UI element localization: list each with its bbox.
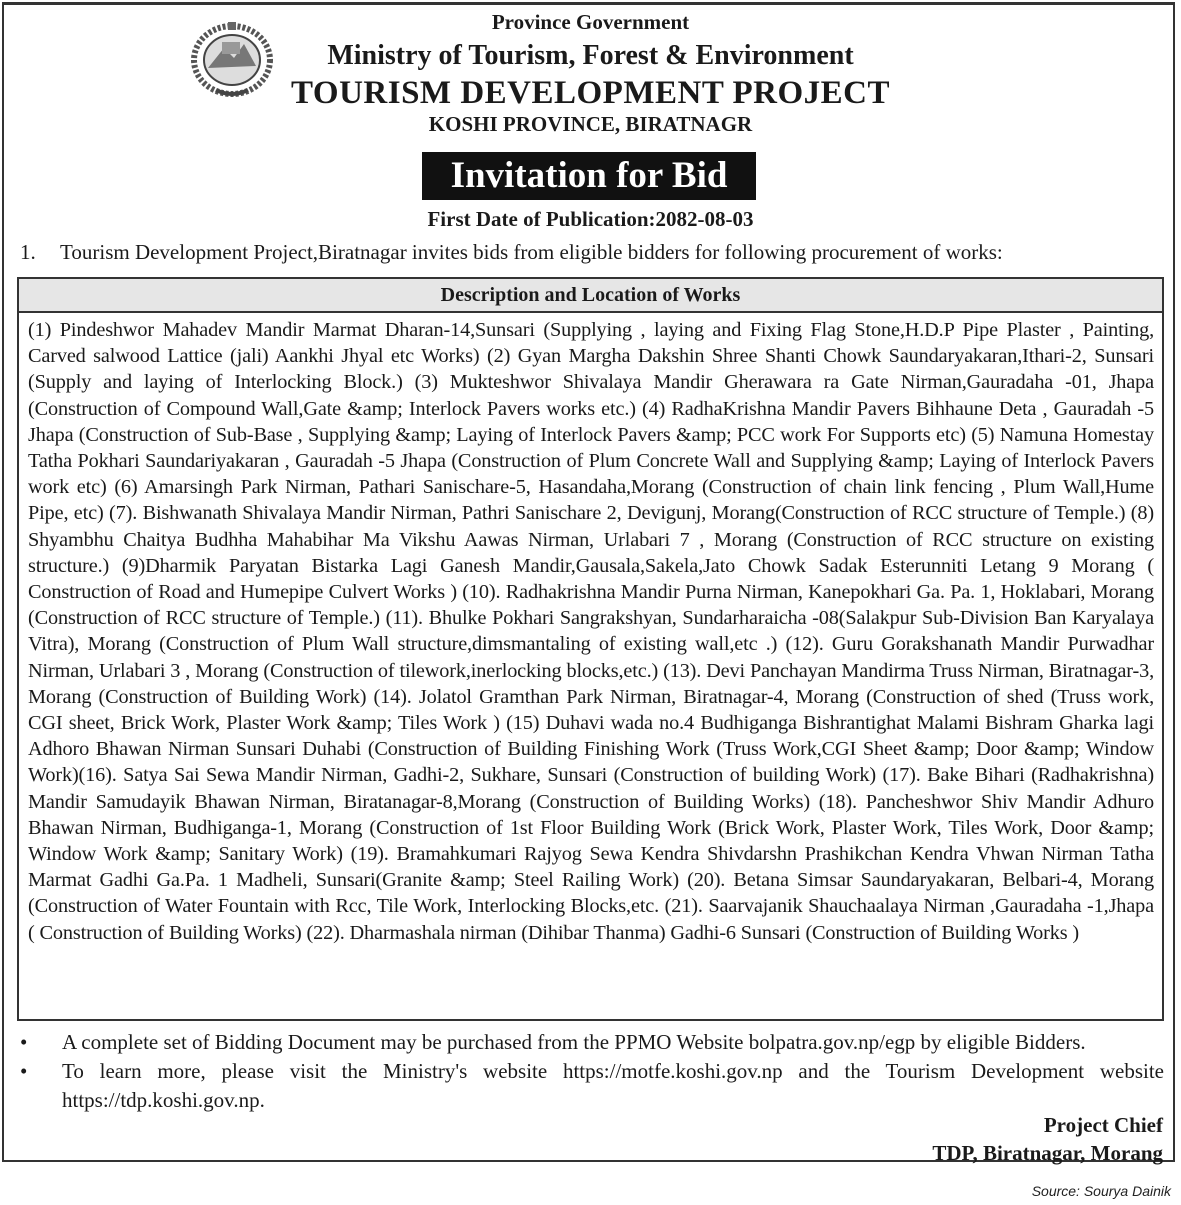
project-heading: TOURISM DEVELOPMENT PROJECT (290, 75, 891, 111)
invitation-title: Invitation for Bid (422, 152, 756, 200)
bullet-icon: • (20, 1030, 28, 1054)
note-item (18, 1057, 1164, 1115)
works-table (17, 277, 1164, 1021)
note-text: To learn more, please visit the Ministry's website https://motfe.koshi.gov.np and the Tourism Development website https://tdp.koshi.gov.np. (62, 1059, 1164, 1112)
note-text: A complete set of Bidding Document may be purchased from the PPMO Website bolpatra.gov.np/egp by eligible Bidders. (62, 1030, 1086, 1054)
bullet-icon: • (20, 1059, 28, 1083)
signature-title: Project Chief (1043, 1113, 1163, 1137)
province-government-heading: Province Government (491, 10, 690, 34)
notes-list (18, 1028, 1164, 1115)
works-description: (1) Pindeshwor Mahadev Mandir Marmat Dharan-14,Sunsari (Supplying , laying and Fixing Flag Stone,H.D.P Pipe Plaster , Painting, Carved salwood Lattice (jali) Aankhi Jhyal etc Works) (2) Gyan Margha Dakshin Shree Shanti Chowk Saundaryakaran,Ithari-2, Sunsari (Supply and laying of Interlocking Block.) (3) Mukteshwor Shivalaya Mandir Gherawara ra Gate Nirman,Gauradaha -01, Jhapa (Construction of Compound Wall,Gate &amp; Interlock Pavers works etc.) (4) RadhaKrishna Mandir Pavers Bihhaune Deta , Gauradah -5 Jhapa (Construction of Sub-Base , Supplying &amp; Laying of Interlock Pavers &amp; PCC work For Supports etc) (5) Namuna Homestay Tatha Pokhari Saundariyakaran , Gauradah -5 Jhapa (Construction of Plum Concrete Wall and Supplying &amp; Laying of Interlock Pavers work etc) (6) Amarsingh Park Nirman, Pathari Sanischare-5, Hasandaha,Morang (Construction of chain link fencing , Plum Wall,Hume Pipe, etc) (7). Bishwanath Shivalaya Mandir Nirman, Pathri Sanischare 2, Devigunj, Morang(Construction of RCC structure of Temple.) (8) Shyambhu Chaitya Budhha Mahabihar Ma Vikshu Aawas Nirman, Urlabari 7 , Morang (Construction of RCC structure on existing structure.) (9)Dharmik Paryatan Bistarka Lagi Ganesh Mandir,Gausala,Sakela,Jato Chowk Sadak Esterunniti Letang 9 Morang ( Construction of Road and Humepipe Culvert Works ) (10). Radhakrishna Mandir Purna Nirman, Kanepokhari Ga. Pa. 1, Hoklabari, Morang (Construction of RCC structure of Temple.) (11). Bhulke Pokhari Sangrakshyan, Sundarharaicha -08(Salakpur Sub-Division Ban Karyalaya Vitra), Morang (Construction of Plum Wall structure,dimsmantaling of existing wall,etc .) (12). Guru Gorakshanath Mandir Purwadhar Nirman, Urlabari 3 , Morang (Construction of tilework,inerlocking blocks,etc.) (13). Devi Panchayan Mandirma Truss Nirman, Biratnagar-3, Morang (Construction of Building Work) (14). Jolatol Gramthan Park Nirman, Biratnagar-4, Morang (Construction of shed (Truss work, CGI sheet, Brick Work, Plaster Work &amp; Tiles Work ) (15) Duhavi wada no.4 Budhiganga Bishrantighat Malami Bishram Gharka lagi Adhoro Bhawan Nirman Sunsari Duhabi (Construction of Building Finishing Work (Truss Work,CGI Sheet &amp; Door &amp; Window Work)(16). Satya Sai Sewa Mandir Nirman, Gadhi-2, Sukhare, Sunsari (Construction of building Work) (17). Bake Bihari (Radhakrishna) Mandir Samudayik Bhawan Nirman, Biratanagar-8,Morang (Construction of Building Works) (18). Pancheshwor Shiv Mandir Adhuro Bhawan Nirman, Budhiganga-1, Morang (Construction of 1st Floor Building Work (Brick Work, Plaster Work, Tiles Work, Door &amp; Window Work &amp; Sanitary Work) (19). Bramahkumari Rajyog Sewa Kendra Shivdarshn Prashikchan Kendra Vhwan Nirman Tatha Marmat Gadhi Ga.Pa. 1 Madheli, Sunsari(Granite &amp; Steel Railing Work) (20). Betana Simsar Saundaryakaran, Belbari-4, Morang (Construction of Water Fountain with Rcc, Tile Work, Interlocking Blocks,etc. (21). Saarvajanik Shauchaalaya Nirman ,Gauradaha -1,Jhapa ( Construction of Building Works) (22). Dharmashala nirman (Dihibar Thanma) Gadhi-6 Sunsari (Construction of Building Works ) (28, 319, 1154, 944)
signature-office: TDP, Biratnagar, Morang (932, 1141, 1163, 1165)
intro-number: 1. (20, 240, 36, 264)
works-table-header: Description and Location of Works (19, 279, 1162, 313)
note-item (18, 1028, 1164, 1057)
intro-text: Tourism Development Project,Biratnagar invites bids from eligible bidders for following procurement of works: (60, 240, 1003, 264)
source-credit: Source: Sourya Dainik (1031, 1183, 1171, 1199)
publication-date: First Date of Publication:2082-08-03 (427, 207, 754, 231)
signature-block (932, 1111, 1163, 1167)
location-heading: KOSHI PROVINCE, BIRATNAGR (428, 112, 753, 136)
intro-paragraph (20, 240, 1003, 265)
ministry-heading: Ministry of Tourism, Forest & Environment (327, 40, 854, 71)
